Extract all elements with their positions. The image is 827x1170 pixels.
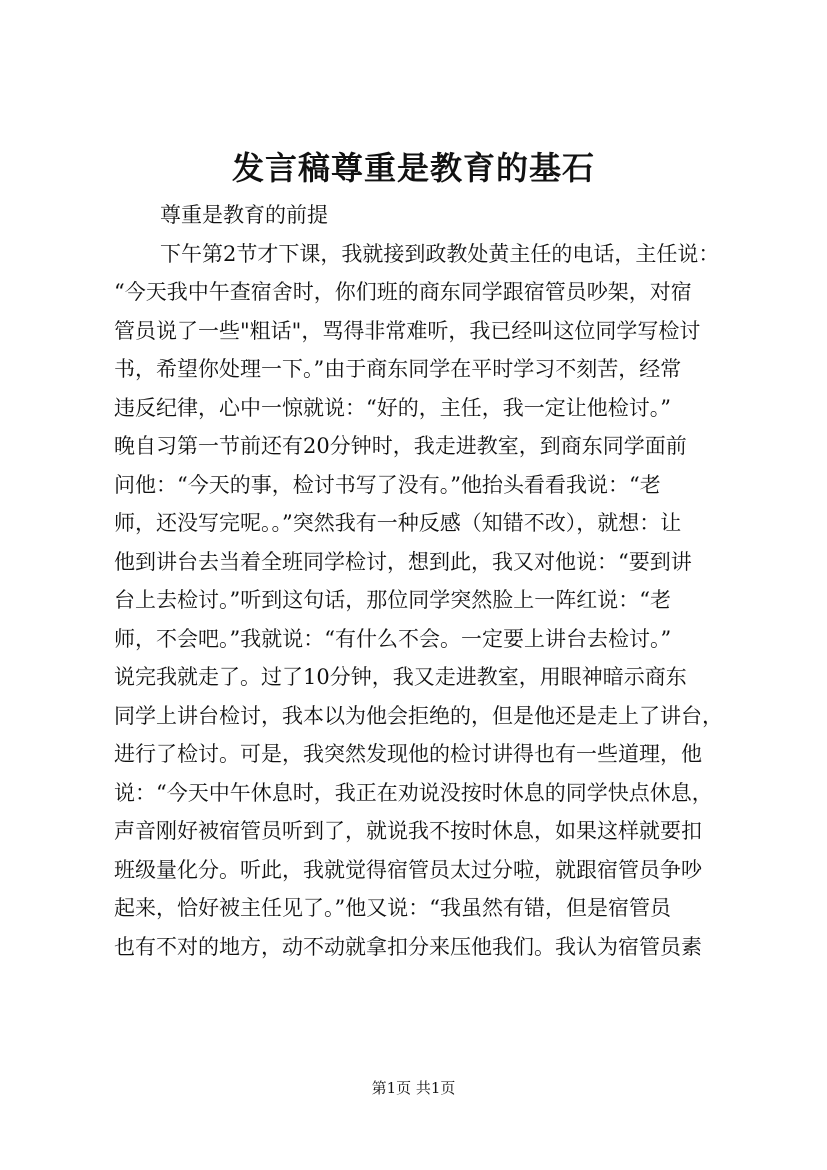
paragraph-line: 管员说了一些"粗话"，骂得非常难听，我已经叫这位同学写检讨 [114,318,701,343]
paragraph-line: 同学上讲台检讨，我本以为他会拒绝的，但是他还是走上了讲台， [114,703,723,728]
paragraph-line: 进行了检讨。可是，我突然发现他的检讨讲得也有一些道理，他 [114,742,702,766]
paragraph-line: 师，不会吧。”我就说：“有什么不会。一定要上讲台去检讨。” [114,626,672,651]
paragraph-line: 下午第2节才下课，我就接到政教处黄主任的电话，主任说： [160,241,720,266]
paragraph-line: 书，希望你处理一下。”由于商东同学在平时学习不刻苦，经常 [114,357,682,381]
paragraph-line: 声音刚好被宿管员听到了，就说我不按时休息，如果这样就要扣 [114,819,702,843]
document-body [114,196,726,966]
paragraph-line: 说：“今天中午休息时，我正在劝说没按时休息的同学快点休息， [114,780,713,805]
paragraph-line: 说完我就走了。过了10分钟，我又走进教室，用眼神暗示商东 [114,665,687,689]
paragraph-line: 违反纪律，心中一惊就说：“好的，主任，我一定让他检讨。” [114,395,671,420]
paragraph-line: 师，还没写完呢。。”突然我有一种反感（知错不改），就想：让 [114,511,682,535]
paragraph-line: 也有不对的地方，动不动就拿扣分来压他我们。我认为宿管员素 [114,934,702,959]
document-title: 发言稿尊重是教育的基石 [231,149,595,187]
paragraph-line: 起来，恰好被主任见了。”他又说：“我虽然有错，但是宿管员 [114,896,671,920]
paragraph-line: 台上去检讨。”听到这句话，那位同学突然脸上一阵红说：“老 [114,588,671,612]
subheading-line: 尊重是教育的前提 [160,203,328,227]
page-footer: 第1页 共1页 [371,1079,456,1097]
paragraph-line: 班级量化分。听此，我就觉得宿管员太过分啦，就跟宿管员争吵 [114,857,702,882]
paragraph-line: 他到讲台去当着全班同学检讨，想到此，我又对他说：“要到讲 [114,549,692,574]
paragraph-line: 晚自习第一节前还有20分钟时，我走进教室，到商东同学面前 [114,434,687,458]
paragraph-line: “今天我中午查宿舍时，你们班的商东同学跟宿管员吵架，对宿 [114,280,692,304]
paragraph-line: 问他：“今天的事，检讨书写了没有。”他抬头看看我说：“老 [114,472,661,497]
